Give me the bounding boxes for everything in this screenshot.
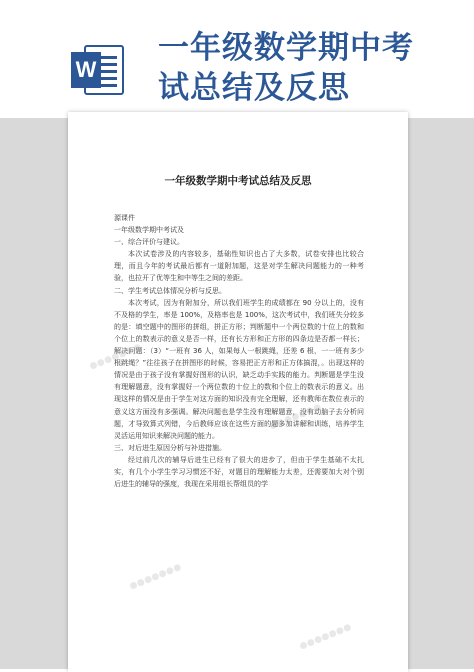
document-body bbox=[114, 212, 364, 490]
header-title bbox=[158, 28, 458, 108]
watermark: ●●●●●●● bbox=[88, 342, 143, 372]
source-line: 源课件 bbox=[114, 214, 135, 222]
watermark: ●●●●●●● bbox=[298, 622, 353, 652]
document-title: 一年级数学期中考试总结及反思 bbox=[164, 175, 312, 187]
paragraph-2: 本次考试，因为有附加分，所以我们班学生的成绩都在 90 分以上的，没有不及格的学生，率是 100%，及格率也是 100%，这次考试中，我们班失分较多的是：填空题中的图形的拼组，拼正方形；判断题中一个两位数的十位上的数和个位上的数表示的意义是否一样，还有长方形和正方形的四条边是否都一样长；解决问题：（3）“一班有 36 人，如果每人一根跳绳，还差 6 根，一一班有多少根跳绳？”往往孩子在拼图形的时候，容易把正方形和正方体搞混，。出现这样的情况是由于孩子没有掌握好图形的认识，缺乏动手实践的能力。判断题是学生没有理解题意，没有掌握好一个两位数的十位上的数和个位上的数表示的意义。出现这样的情况是由于学生对这方面的知识没有完全理解，还有教师在数位表示的意义这方面没有多强调。解决问题也是学生没有理解题意，没有动脑子去分析问题，才导致算式列错，今后教师应该在这些方面的题多加讲解和训练，培养学生灵活运用知识来解决问题的能力。 bbox=[114, 298, 364, 440]
watermark: ●●●●●●● bbox=[268, 402, 323, 432]
paragraph-3: 经过前几次的辅导后进生已经有了很大的进步了，但由于学生基础不太扎实，有几个小学生学习习惯还不好，对题目的理解能力太差，还需要加大对个别后进生的辅导的强度，我现在采用组长帮组员的学 bbox=[114, 455, 364, 489]
watermark: ●●●●●●● bbox=[128, 562, 183, 592]
header-banner bbox=[0, 0, 474, 118]
section-heading-1: 一、综合评价与建议。 bbox=[114, 238, 184, 247]
subtitle-line: 一年级数学期中考试及 bbox=[114, 226, 184, 235]
section-heading-2: 二、学生考试总体情况分析与反思。 bbox=[114, 286, 226, 295]
header-title-line1: 一年级数学期中考 bbox=[158, 30, 414, 66]
header-title-line2: 试总结及反思 bbox=[158, 70, 350, 106]
paragraph-1: 本次试卷涉及的内容较多，基础性知识也占了大多数，试卷安排也比较合理，而且今年的考试最后都有一道附加题，这是对学生解决问题能力的一种考验，也拉开了优等生和中等生之间的差距。 bbox=[114, 250, 364, 283]
svg-text:W: W bbox=[75, 57, 97, 82]
section-heading-3: 三、对后进生原因分析与补进措施。 bbox=[114, 443, 226, 452]
document-page bbox=[68, 112, 408, 672]
word-document-icon bbox=[69, 42, 125, 98]
